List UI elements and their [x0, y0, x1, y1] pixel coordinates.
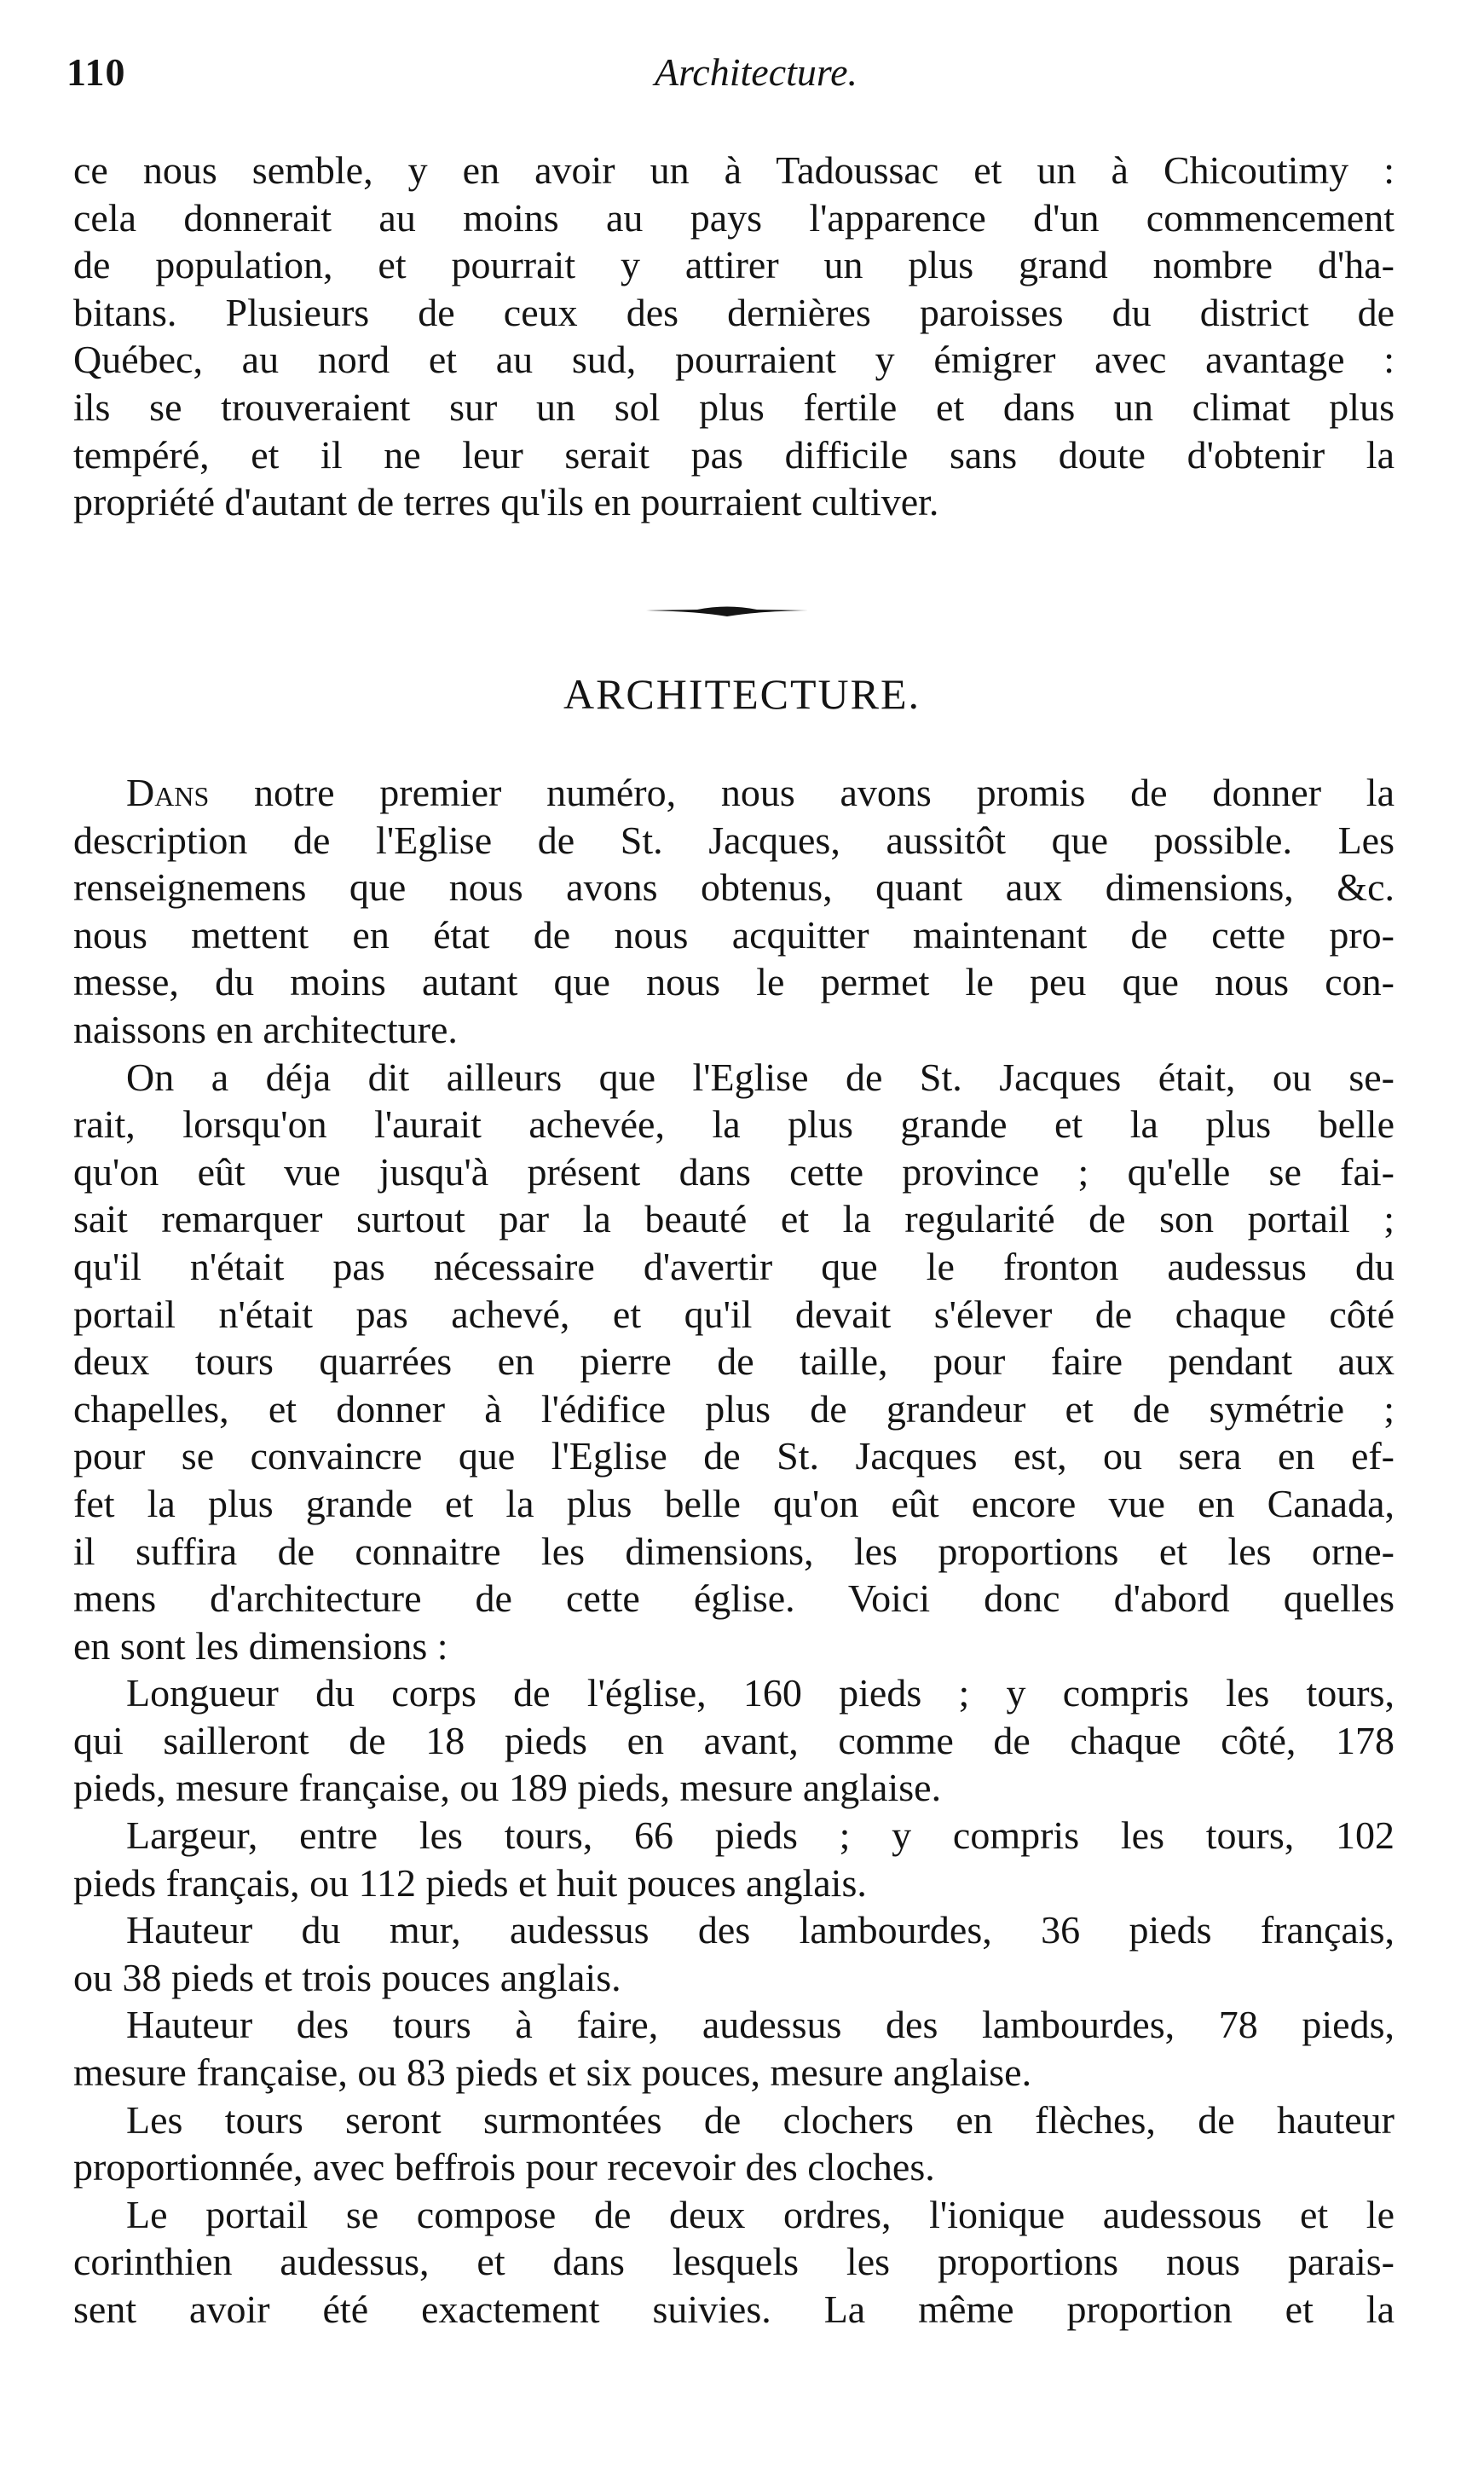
text-line: Longueur du corps de l'église, 160 pieds ; y compris les tours,	[126, 1671, 1394, 1715]
text-line: sent avoir été exactement suivies. La même proportion et la	[73, 2287, 1394, 2331]
text-line: fet la plus grande et la plus belle qu'on eût encore vue en Canada,	[73, 1481, 1394, 1525]
text-line: pour se convaincre que l'Eglise de St. Jacques est, ou sera en ef-	[73, 1434, 1394, 1478]
text-line: qui sailleront de 18 pieds en avant, comme de chaque côté, 178	[73, 1718, 1394, 1762]
text-line: messe, du moins autant que nous le permet le peu que nous con-	[73, 960, 1394, 1004]
text-line: renseignemens que nous avons obtenus, quant aux dimensions, &c.	[73, 865, 1394, 910]
text-line: il suffira de connaitre les dimensions, les proportions et les orne-	[73, 1529, 1394, 1573]
text-line: pieds français, ou 112 pieds et huit pouces anglais.	[73, 1860, 867, 1905]
text-line: deux tours quarrées en pierre de taille, pour faire pendant aux	[73, 1339, 1394, 1384]
text-line: ce nous semble, y en avoir un à Tadoussac et un à Chicoutimy :	[73, 148, 1394, 192]
text-line: portail n'était pas achevé, et qu'il devait s'élever de chaque côté	[73, 1292, 1394, 1336]
text-line: chapelles, et donner à l'édifice plus de grandeur et de symétrie ;	[73, 1386, 1394, 1431]
text-line: sait remarquer surtout par la beauté et la regularité de son portail ;	[73, 1197, 1394, 1241]
page-header	[66, 49, 1396, 101]
page-number: 110	[66, 50, 126, 94]
text-line-opening	[73, 769, 1394, 817]
text-line: ils se trouveraient sur un sol plus fertile et dans un climat plus	[73, 385, 1394, 429]
section-title: ARCHITECTURE.	[563, 670, 921, 718]
text-line: bitans. Plusieurs de ceux des dernières paroisses du district de	[73, 290, 1394, 334]
text-line: Hauteur du mur, audessus des lambourdes, 36 pieds français,	[126, 1908, 1394, 1952]
text-line: cela donnerait au moins au pays l'apparence d'un commencement	[73, 195, 1394, 240]
text-line: propriété d'autant de terres qu'ils en pourraient cultiver.	[73, 480, 939, 524]
paragraph-continuation	[73, 147, 1394, 526]
opening-line-rest: notre premier numéro, nous avons promis de donner la	[209, 771, 1394, 814]
text-line: corinthien audessus, et dans lesquels les proportions nous parais-	[73, 2240, 1394, 2284]
text-line: Largeur, entre les tours, 66 pieds ; y compris les tours, 102	[126, 1813, 1394, 1858]
text-line: Les tours seront surmontées de clochers en flèches, de hauteur	[126, 2097, 1394, 2142]
text-line: proportionnée, avec beffrois pour recevoir des cloches.	[73, 2145, 935, 2189]
rule-ornament-icon	[646, 602, 808, 619]
opening-word: Dans	[126, 771, 210, 814]
running-title: Architecture.	[655, 50, 857, 94]
text-line: mens d'architecture de cette église. Voici donc d'abord quelles	[73, 1576, 1394, 1621]
text-line: tempéré, et il ne leur serait pas difficile sans doute d'obtenir la	[73, 432, 1394, 477]
text-line: qu'on eût vue jusqu'à présent dans cette province ; qu'elle se fai-	[73, 1149, 1394, 1194]
text-line: Hauteur des tours à faire, audessus des lambourdes, 78 pieds,	[126, 2003, 1394, 2047]
text-line: de population, et pourrait y attirer un plus grand nombre d'ha-	[73, 243, 1394, 287]
text-line: description de l'Eglise de St. Jacques, aussitôt que possible. Les	[73, 818, 1394, 862]
text-line: mesure française, ou 83 pieds et six pouces, mesure anglaise.	[73, 2050, 1032, 2095]
text-line: en sont les dimensions :	[73, 1623, 448, 1668]
text-line: qu'il n'était pas nécessaire d'avertir que le fronton audessus du	[73, 1244, 1394, 1288]
text-line: nous mettent en état de nous acquitter maintenant de cette pro-	[73, 912, 1394, 957]
text-line: Le portail se compose de deux ordres, l'ionique audessous et le	[126, 2192, 1394, 2236]
text-line: rait, lorsqu'on l'aurait achevée, la plus grande et la plus belle	[73, 1102, 1394, 1147]
text-line: Québec, au nord et au sud, pourraient y émigrer avec avantage :	[73, 338, 1394, 382]
text-line: naissons en architecture.	[73, 1007, 458, 1051]
text-line: ou 38 pieds et trois pouces anglais.	[73, 1955, 621, 1999]
text-line: On a déja dit ailleurs que l'Eglise de St. Jacques était, ou se-	[126, 1055, 1394, 1099]
text-line: pieds, mesure française, ou 189 pieds, mesure anglaise.	[73, 1766, 942, 1810]
article-body	[73, 769, 1394, 2334]
